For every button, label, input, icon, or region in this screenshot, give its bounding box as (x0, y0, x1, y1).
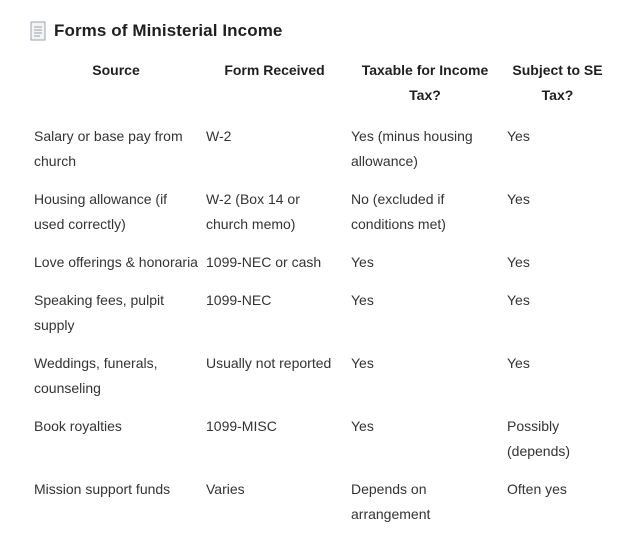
header-subject-se-tax: Subject to SE Tax? (512, 62, 603, 103)
table-row (30, 250, 612, 288)
table-cell: Yes (507, 128, 530, 144)
table-cell: Weddings, funerals, counseling (34, 355, 158, 396)
table-cell: Salary or base pay from church (34, 128, 183, 169)
table-cell: Yes (351, 418, 374, 434)
header-source: Source (92, 62, 140, 78)
table-row (30, 414, 612, 477)
table-cell: Speaking fees, pulpit supply (34, 292, 164, 333)
table-cell: Often yes (507, 481, 567, 497)
table-cell: Book royalties (34, 418, 122, 434)
header-form-received: Form Received (224, 62, 325, 78)
table-cell: No (excluded if conditions met) (351, 191, 446, 232)
table-cell: W-2 (206, 128, 232, 144)
table-cell: Love offerings & honoraria (34, 254, 198, 270)
table-row (30, 124, 612, 187)
table-cell: Yes (351, 355, 374, 371)
table-cell: W-2 (Box 14 or church memo) (206, 191, 300, 232)
table-row (30, 288, 612, 351)
table-cell: 1099-NEC (206, 292, 272, 308)
table-row (30, 351, 612, 414)
table-header-row (30, 56, 612, 124)
table-cell: Yes (507, 254, 530, 270)
table-cell: Yes (507, 191, 530, 207)
table-cell: Varies (206, 481, 245, 497)
table-cell: Housing allowance (if used correctly) (34, 191, 168, 232)
income-forms-table (30, 56, 612, 540)
table-cell: Yes (507, 292, 530, 308)
table-cell: 1099-NEC or cash (206, 254, 322, 270)
table-cell: Depends on arrangement (351, 481, 431, 522)
section-title: Forms of Ministerial Income (54, 21, 283, 40)
header-taxable-income: Taxable for Income Tax? (361, 62, 489, 103)
table-row (30, 187, 612, 250)
table-cell: Yes (minus housing allowance) (351, 128, 473, 169)
table-cell: Yes (351, 292, 374, 308)
table-cell: Possibly (depends) (507, 418, 571, 459)
table-cell: 1099-MISC (206, 418, 277, 434)
table-cell: Mission support funds (34, 481, 171, 497)
section-heading (30, 18, 282, 44)
table-cell: Usually not reported (206, 355, 332, 371)
table-cell: Yes (507, 355, 530, 371)
table-row (30, 477, 612, 540)
table-cell: Yes (351, 254, 374, 270)
document-icon (30, 21, 46, 41)
